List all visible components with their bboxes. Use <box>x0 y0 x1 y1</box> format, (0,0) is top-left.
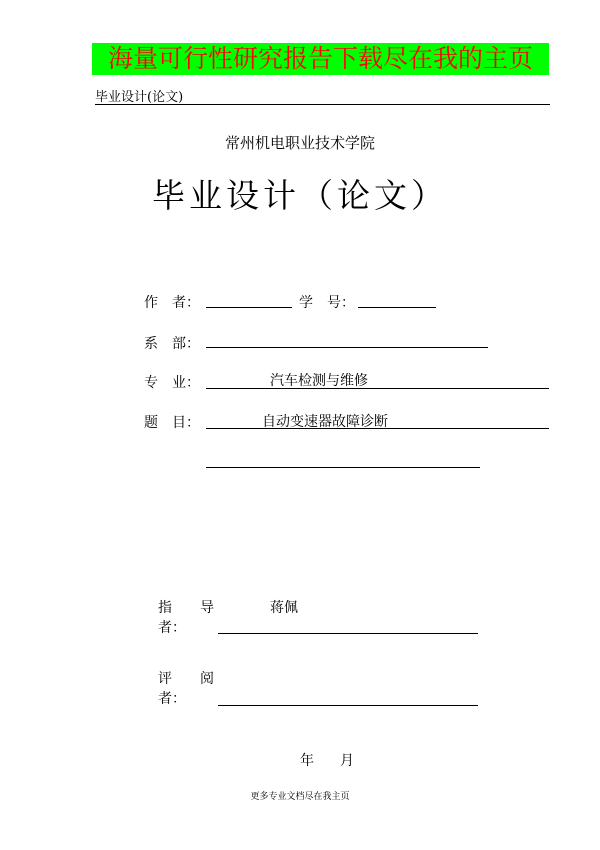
school-name: 常州机电职业技术学院 <box>224 134 375 152</box>
promo-banner: 海量可行性研究报告下载尽在我的主页 <box>92 43 549 75</box>
major-value: 汽车检测与维修 <box>270 373 368 389</box>
advisor-field[interactable] <box>218 633 478 634</box>
department-field[interactable] <box>206 347 488 348</box>
document-title: 毕业设计（论文） <box>152 176 448 215</box>
reviewer-field[interactable] <box>218 705 478 706</box>
author-label: 作 者： <box>144 295 200 311</box>
topic-field-line2[interactable] <box>206 467 480 468</box>
topic-label: 题 目： <box>144 415 200 431</box>
topic-field[interactable] <box>206 428 549 429</box>
header-divider <box>95 104 550 105</box>
major-label: 专 业： <box>144 375 200 391</box>
month-label: 月 <box>340 753 354 769</box>
advisor-name: 蒋佩 <box>270 600 298 616</box>
major-field[interactable] <box>206 388 549 389</box>
year-label: 年 <box>300 753 314 769</box>
student-id-label: 学 号： <box>299 295 355 311</box>
topic-value: 自动变速器故障诊断 <box>262 414 388 430</box>
running-header: 毕业设计(论文) <box>95 90 184 105</box>
reviewer-label-suffix: 者： <box>158 691 186 707</box>
page-footer: 更多专业文档尽在我主页 <box>250 792 350 802</box>
reviewer-label: 评 阅 <box>158 671 214 687</box>
advisor-label: 指 导 <box>158 600 214 616</box>
department-label: 系 部： <box>144 336 200 352</box>
author-field[interactable] <box>206 307 292 308</box>
student-id-field[interactable] <box>358 307 436 308</box>
advisor-label-suffix: 者： <box>158 620 186 636</box>
